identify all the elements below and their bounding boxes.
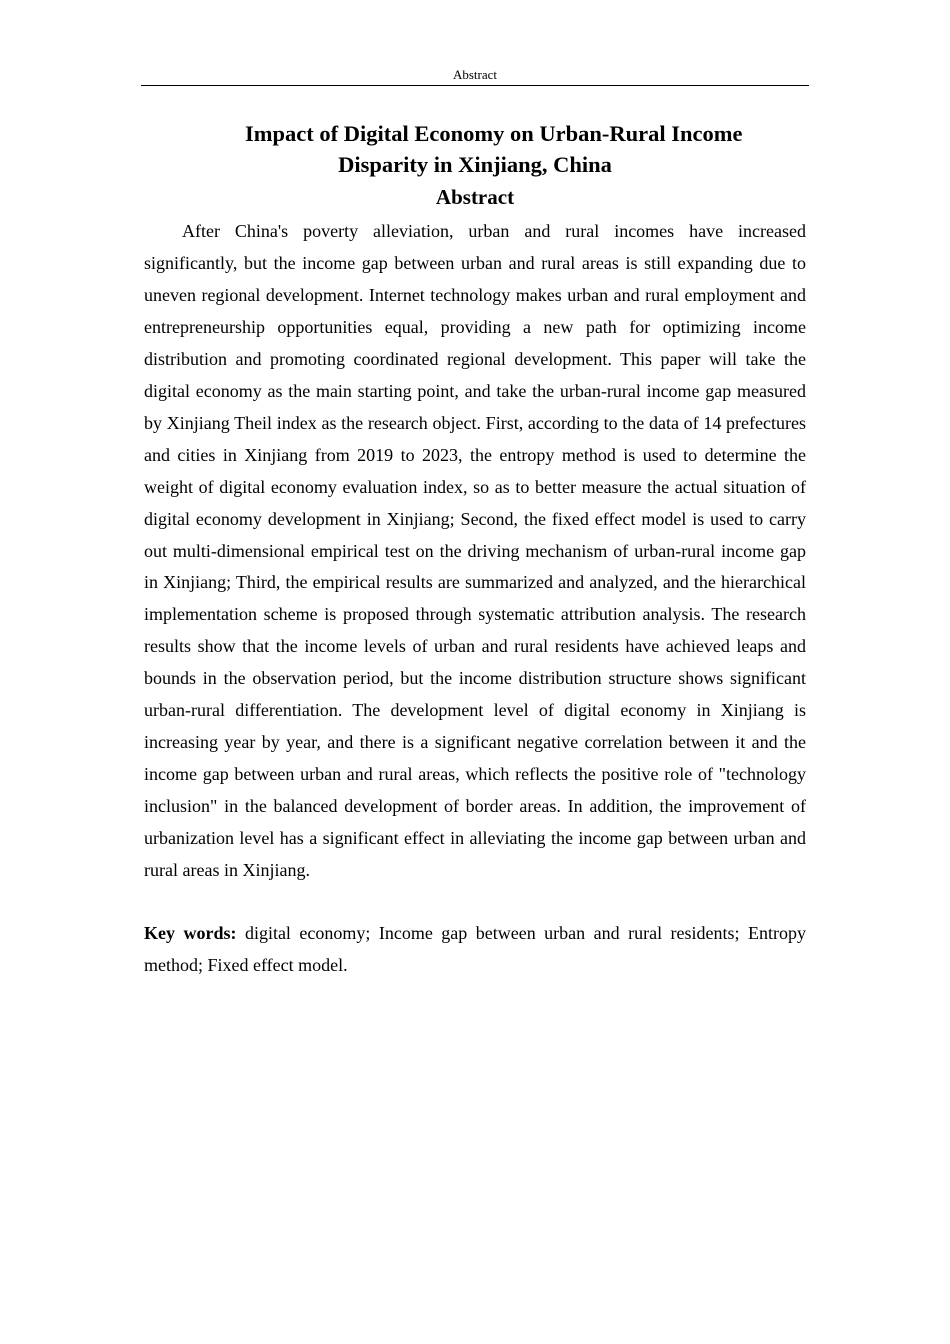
keywords-text: digital economy; Income gap between urban and rural residents; Entropy method; Fixed effect model. [144,923,806,975]
running-header: Abstract [452,67,498,82]
abstract-heading: Abstract [435,185,515,209]
paper-title-line-1: Impact of Digital Economy on Urban-Rural Income [245,121,743,146]
paper-title [141,118,809,180]
paper-title-line-2: Disparity in Xinjiang, China [338,152,612,177]
keywords-label: Key words: [144,923,237,943]
header-rule [141,85,809,86]
abstract-paragraph: After China's poverty alleviation, urban and rural incomes have increased significantly, but the income gap between urban and rural areas is still expanding due to uneven regional development. Internet technology makes urban and rural employment and entrepreneurship opportunities equal, providing a new path for optimizing income distribution and promoting coordinated regional development. This paper will take the digital economy as the main starting point, and take the urban-rural income gap measured by Xinjiang Theil index as the research object. First, according to the data of 14 prefectures and cities in Xinjiang from 2019 to 2023, the entropy method is used to determine the weight of digital economy evaluation index, so as to better measure the actual situation of digital economy development in Xinjiang; Second, the fixed effect model is used to carry out multi-dimensional empirical test on the driving mechanism of urban-rural income gap in Xinjiang; Third, the empirical results are summarized and analyzed, and the hierarchical implementation scheme is proposed through systematic attribution analysis. The research results show that the income levels of urban and rural residents have achieved leaps and bounds in the observation period, but the income distribution structure shows significant urban-rural differentiation. The development level of digital economy in Xinjiang is increasing year by year, and there is a significant negative correlation between it and the income gap between urban and rural areas, which reflects the positive role of "technology inclusion" in the balanced development of border areas. In addition, the improvement of urbanization level has a significant effect in alleviating the income gap between urban and rural areas in Xinjiang. [144,221,806,881]
keywords-line [144,917,806,981]
